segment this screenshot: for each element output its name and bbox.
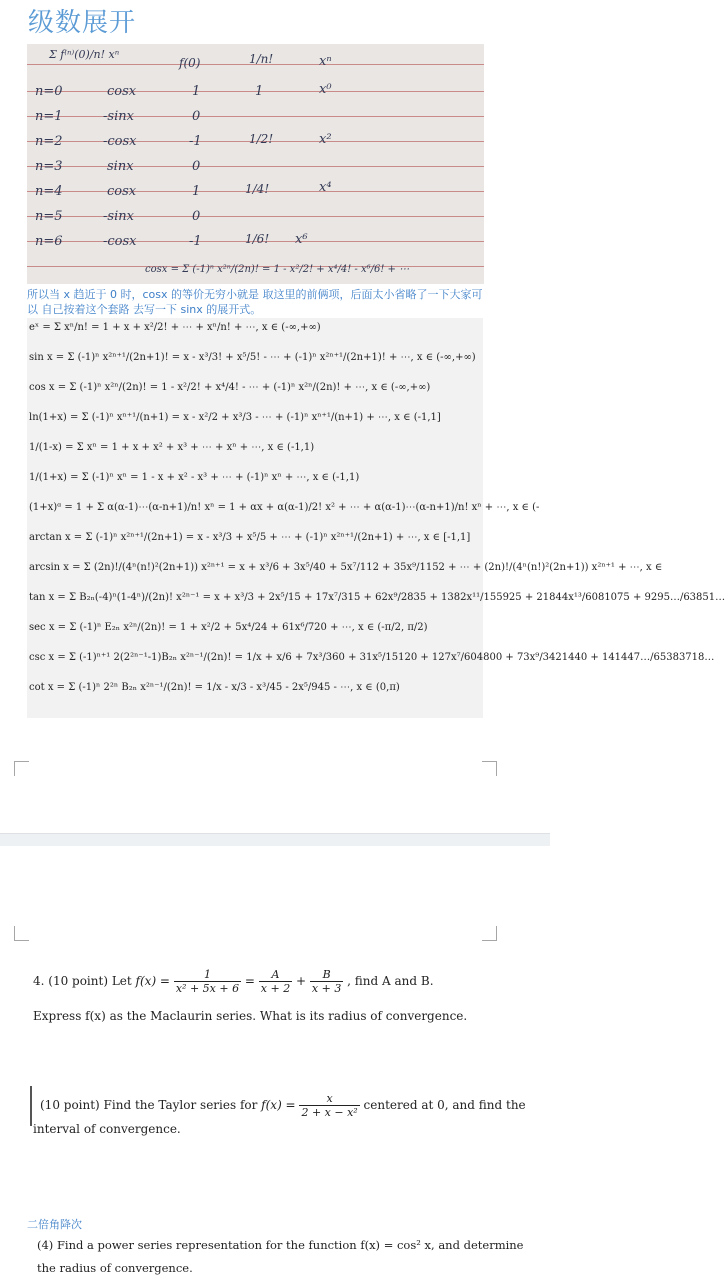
formula-sin: sin x = Σ (-1)ⁿ x²ⁿ⁺¹/(2n+1)! = x - x³/3! + x⁵/5! - ⋯ + (-1)ⁿ x²ⁿ⁺¹/(2n+1)! + ⋯, x ∈ (-∞,+∞) [29, 352, 476, 363]
page-separator [0, 833, 550, 846]
power-header: xⁿ [319, 54, 332, 69]
row-pow: x² [319, 132, 332, 147]
problem-6-line-2: the radius of convergence. [37, 1261, 193, 1275]
fraction [299, 1092, 359, 1119]
row-n: n=5 [35, 209, 63, 224]
equals: = [244, 974, 255, 988]
cos-series-result: cosx = Σ (-1)ⁿ x²ⁿ/(2n)! = 1 - x²/2! + x⁴/4! - x⁶/6! + ⋯ [145, 264, 410, 275]
row-f0: 0 [192, 209, 201, 224]
row-n: n=0 [35, 84, 63, 99]
denominator: x² + 5x + 6 [175, 982, 240, 995]
formula-tan: tan x = Σ B₂ₙ(-4)ⁿ(1-4ⁿ)/(2n)! x²ⁿ⁻¹ = x + x³/3 + 2x⁵/15 + 17x⁷/315 + 62x⁹/2835 + 1382x¹¹/155925 + 21844x¹³/6081075 + 9295…/63851… [29, 592, 725, 603]
problem-4-fx: f(x) = [135, 974, 170, 988]
denominator: 2 + x − x² [301, 1106, 358, 1119]
numerator: B [310, 968, 343, 982]
formula-exp: eˣ = Σ xⁿ/n! = 1 + x + x²/2! + ⋯ + xⁿ/n! + ⋯, x ∈ (-∞,+∞) [29, 322, 321, 333]
problem-5-line-1 [40, 1092, 526, 1119]
row-n: n=1 [35, 109, 63, 124]
formula-arcsin: arcsin x = Σ (2n)!/(4ⁿ(n!)²(2n+1)) x²ⁿ⁺¹ = x + x³/6 + 3x⁵/40 + 5x⁷/112 + 35x⁹/1152 + ⋯ + (2n)!/(4ⁿ(n!)²(2n+1)) x²ⁿ⁺¹ + ⋯, x ∈ [29, 562, 663, 573]
row-coef: 1/4! [245, 182, 270, 196]
row-pow: x⁶ [295, 232, 308, 247]
row-fn: cosx [107, 84, 137, 99]
problem-4-prefix: 4. (10 point) Let [33, 974, 132, 988]
row-f0: 0 [192, 159, 201, 174]
formula-alternating-geometric: 1/(1+x) = Σ (-1)ⁿ xⁿ = 1 - x + x² - x³ + ⋯ + (-1)ⁿ xⁿ + ⋯, x ∈ (-1,1) [29, 472, 360, 483]
problem-5-prefix: (10 point) Find the Taylor series for [40, 1098, 258, 1112]
fraction [174, 968, 241, 995]
section-label: 二倍角降次 [27, 1218, 82, 1231]
page-corner-mark [14, 926, 29, 941]
row-fn: -sinx [103, 109, 134, 124]
formula-arctan: arctan x = Σ (-1)ⁿ x²ⁿ⁺¹/(2n+1) = x - x³/3 + x⁵/5 + ⋯ + (-1)ⁿ x²ⁿ⁺¹/(2n+1) + ⋯, x ∈ [-1,1] [29, 532, 471, 543]
formula-geometric: 1/(1-x) = Σ xⁿ = 1 + x + x² + x³ + ⋯ + xⁿ + ⋯, x ∈ (-1,1) [29, 442, 315, 453]
f0-header: f(0) [179, 56, 201, 70]
row-f0: 0 [192, 109, 201, 124]
page-corner-mark [14, 761, 29, 776]
row-fn: -cosx [103, 234, 137, 249]
problem-5-fx: f(x) = [261, 1098, 296, 1112]
problem-5-line-2: interval of convergence. [33, 1122, 181, 1136]
fraction [259, 968, 292, 995]
row-pow: x⁰ [319, 82, 332, 97]
handwritten-notes-photo [27, 44, 484, 284]
row-fn: -sinx [103, 209, 134, 224]
maclaurin-formula-table [27, 318, 725, 718]
formula-csc: csc x = Σ (-1)ⁿ⁺¹ 2(2²ⁿ⁻¹-1)B₂ₙ x²ⁿ⁻¹/(2n)! = 1/x + x/6 + 7x³/360 + 31x⁵/15120 + 127x⁷/604800 + 73x⁹/3421440 + 141447…/65383718… [29, 652, 715, 663]
row-pow: x⁴ [319, 180, 332, 195]
denominator: x + 2 [260, 982, 291, 995]
row-coef: 1/2! [249, 132, 274, 146]
row-fn: cosx [107, 184, 137, 199]
series-header: Σ f⁽ⁿ⁾(0)/n! xⁿ [49, 48, 120, 61]
row-n: n=4 [35, 184, 63, 199]
coef-header: 1/n! [249, 52, 274, 66]
row-f0: -1 [189, 134, 202, 149]
row-f0: 1 [192, 184, 201, 199]
problem-4-line-2: Express f(x) as the Maclaurin series. What is its radius of convergence. [33, 1009, 468, 1023]
row-n: n=3 [35, 159, 63, 174]
page-corner-mark [482, 926, 497, 941]
problem-4-suffix: , find A and B. [347, 974, 434, 988]
row-f0: -1 [189, 234, 202, 249]
numerator: 1 [174, 968, 241, 982]
row-coef: 1/6! [245, 232, 270, 246]
formula-binomial: (1+x)ᵅ = 1 + Σ α(α-1)⋯(α-n+1)/n! xⁿ = 1 + αx + α(α-1)/2! x² + ⋯ + α(α-1)⋯(α-n+1)/n! xⁿ + ⋯, x ∈ (- [29, 502, 540, 513]
denominator: x + 3 [311, 982, 342, 995]
formula-cot: cot x = Σ (-1)ⁿ 2²ⁿ B₂ₙ x²ⁿ⁻¹/(2n)! = 1/x - x/3 - x³/45 - 2x⁵/945 - ⋯, x ∈ (0,π) [29, 682, 400, 693]
explanation-note: 所以当 x 趋近于 0 时，cosx 的等价无穷小就是 取这里的前俩项，后面太小省略了一下大家可以 自己按着这个套路 去写一下 sinx 的展开式。 [27, 288, 483, 316]
page-corner-mark [482, 761, 497, 776]
numerator: A [259, 968, 292, 982]
problem-4-line-1 [33, 968, 434, 995]
row-n: n=2 [35, 134, 63, 149]
row-fn: -cosx [103, 134, 137, 149]
page-title: 级数展开 [28, 8, 137, 38]
problem-6-line-1: (4) Find a power series representation for the function f(x) = cos² x, and determine [37, 1238, 524, 1252]
problem-5-suffix: centered at 0, and find the [363, 1098, 526, 1112]
numerator: x [299, 1092, 359, 1106]
text-cursor-mark [30, 1086, 32, 1126]
formula-ln: ln(1+x) = Σ (-1)ⁿ xⁿ⁺¹/(n+1) = x - x²/2 + x³/3 - ⋯ + (-1)ⁿ xⁿ⁺¹/(n+1) + ⋯, x ∈ (-1,1] [29, 412, 441, 423]
plus: + [296, 974, 307, 988]
formula-cos: cos x = Σ (-1)ⁿ x²ⁿ/(2n)! = 1 - x²/2! + x⁴/4! - ⋯ + (-1)ⁿ x²ⁿ/(2n)! + ⋯, x ∈ (-∞,+∞) [29, 382, 431, 393]
formula-sec: sec x = Σ (-1)ⁿ E₂ₙ x²ⁿ/(2n)! = 1 + x²/2 + 5x⁴/24 + 61x⁶/720 + ⋯, x ∈ (-π/2, π/2) [29, 622, 428, 633]
row-f0: 1 [192, 84, 201, 99]
fraction [310, 968, 343, 995]
row-n: n=6 [35, 234, 63, 249]
row-coef: 1 [255, 84, 264, 99]
row-fn: sinx [107, 159, 134, 174]
